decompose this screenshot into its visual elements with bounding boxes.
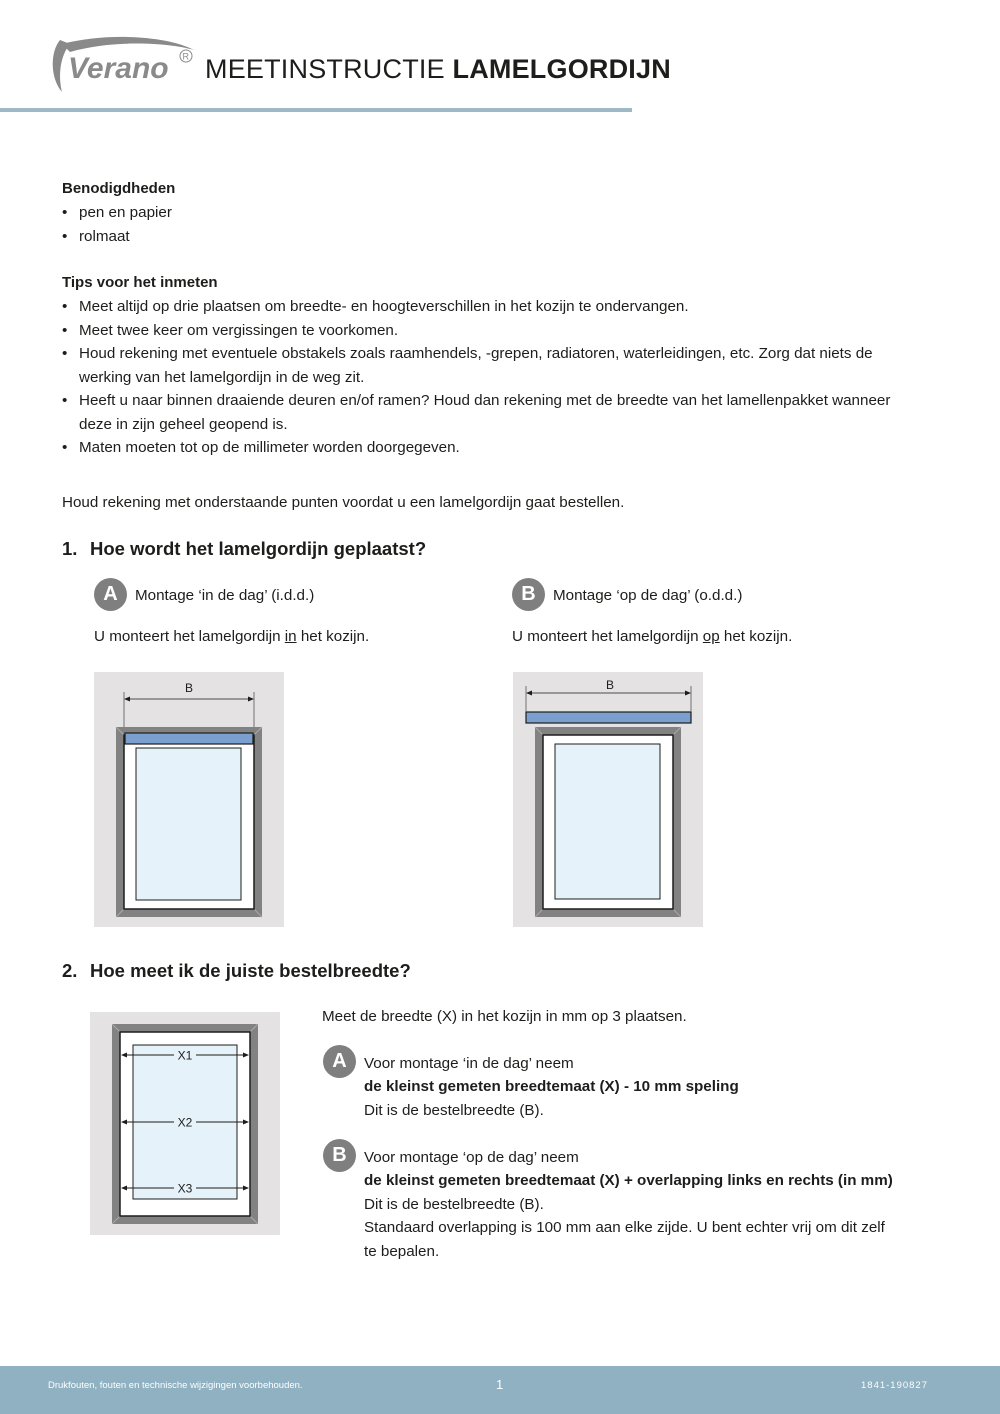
- section2-heading: 2. Hoe meet ik de juiste bestelbreedte?: [62, 960, 411, 981]
- document-title: MEETINSTRUCTIE LAMELGORDIJN: [205, 54, 671, 84]
- list-item: • rolmaat: [62, 225, 922, 249]
- list-item: • Meet twee keer om vergissingen te voorkomen.: [62, 319, 922, 343]
- option-b-line4: Standaard overlapping is 100 mm aan elke zijde. U bent echter vrij om dit zelf: [364, 1219, 885, 1236]
- page-footer: [0, 1366, 1000, 1414]
- verano-logo: [48, 34, 198, 98]
- option-a-rule: de kleinst gemeten breedtemaat (X) - 10 mm speling: [364, 1078, 739, 1095]
- footer-disclaimer: Drukfouten, fouten en technische wijzigingen voorbehouden.: [48, 1380, 303, 1391]
- list-item: • Heeft u naar binnen draaiende deuren en/of ramen? Houd dan rekening met de breedte van het lamellenpakket wanneer deze in zijn geheel geopend is.: [62, 389, 922, 436]
- dimension-label: B: [605, 678, 615, 692]
- document-code: 1841-190827: [861, 1380, 928, 1391]
- dimension-label: B: [184, 681, 194, 695]
- list-item: • Houd rekening met eventuele obstakels zoals raamhendels, -grepen, radiatoren, waterleidingen, etc. Zorg dat niets de werking van het lamelgordijn in de weg zit.: [62, 342, 922, 389]
- badge-a: A: [323, 1045, 356, 1078]
- option-a-line1: Voor montage ‘in de dag’ neem: [364, 1055, 574, 1072]
- x1-label: X1: [177, 1048, 193, 1063]
- tips-list: [62, 295, 922, 460]
- badge-a: A: [94, 578, 127, 611]
- list-item: • Maten moeten tot op de millimeter worden doorgegeven.: [62, 436, 922, 460]
- page-number: 1: [496, 1377, 504, 1392]
- option-a-line3: Dit is de bestelbreedte (B).: [364, 1102, 544, 1119]
- option-b-rule: de kleinst gemeten breedtemaat (X) + overlapping links en rechts (in mm): [364, 1172, 893, 1189]
- option-b-line3: Dit is de bestelbreedte (B).: [364, 1196, 544, 1213]
- option-b-line5: te bepalen.: [364, 1243, 440, 1260]
- supplies-list: [62, 201, 922, 248]
- blind-rail: [526, 712, 691, 723]
- header-divider: [0, 108, 632, 112]
- badge-b: B: [512, 578, 545, 611]
- option-b-text: U monteert het lamelgordijn op het kozijn.: [512, 628, 793, 645]
- diagram-measure-width: [90, 1012, 280, 1240]
- section1-heading: 1. Hoe wordt het lamelgordijn geplaatst?: [62, 538, 427, 559]
- diagram-op-de-dag: [513, 672, 703, 932]
- logo-text: Verano: [68, 52, 169, 85]
- tips-heading: Tips voor het inmeten: [62, 274, 218, 291]
- section2-intro: Meet de breedte (X) in het kozijn in mm op 3 plaatsen.: [322, 1008, 687, 1025]
- list-item: • pen en papier: [62, 201, 922, 225]
- option-a-label: Montage ‘in de dag’ (i.d.d.): [135, 587, 315, 604]
- x3-label: X3: [177, 1181, 193, 1196]
- badge-b: B: [323, 1139, 356, 1172]
- supplies-heading: Benodigdheden: [62, 180, 176, 197]
- option-b-label: Montage ‘op de dag’ (o.d.d.): [553, 587, 743, 604]
- x2-label: X2: [177, 1115, 193, 1130]
- blind-rail: [125, 733, 253, 744]
- diagram-in-de-dag: [94, 672, 284, 932]
- list-item: • Meet altijd op drie plaatsen om breedte- en hoogteverschillen in het kozijn te ondervangen.: [62, 295, 922, 319]
- option-b-line1: Voor montage ‘op de dag’ neem: [364, 1149, 579, 1166]
- intro-text: Houd rekening met onderstaande punten voordat u een lamelgordijn gaat bestellen.: [62, 494, 625, 511]
- svg-text:R: R: [182, 51, 189, 62]
- option-a-text: U monteert het lamelgordijn in het kozijn.: [94, 628, 370, 645]
